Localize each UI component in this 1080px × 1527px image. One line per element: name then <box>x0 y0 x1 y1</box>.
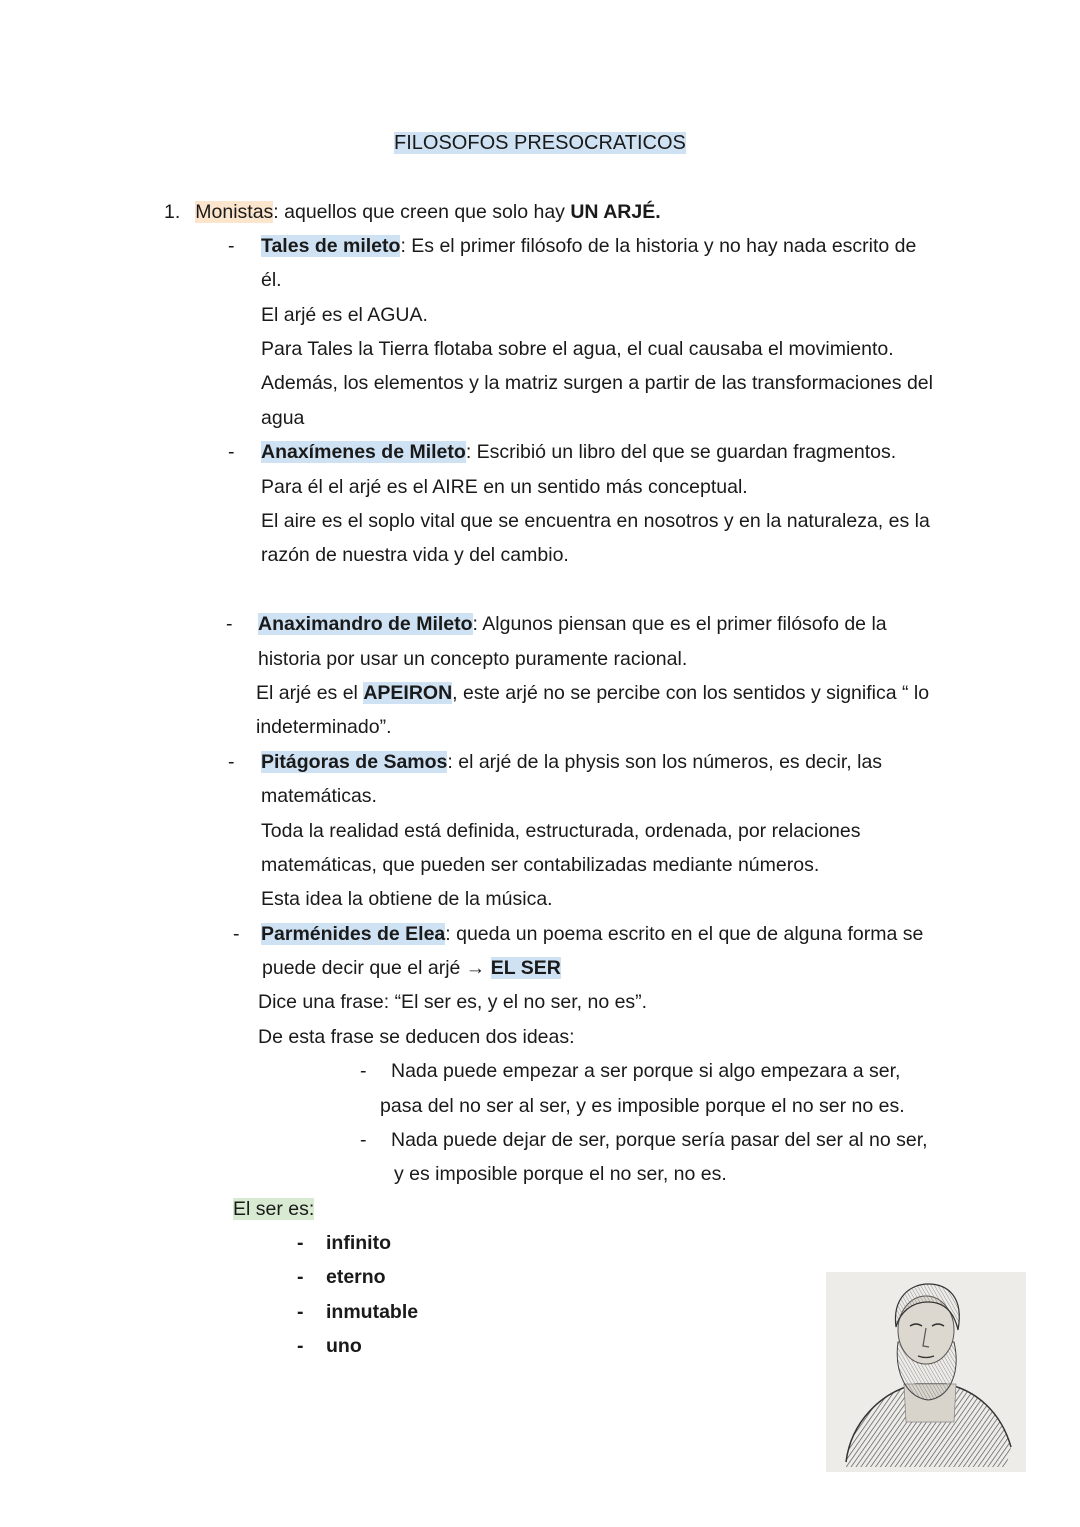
bullet-dash: - <box>228 441 235 463</box>
text-line: matemáticas. <box>261 785 377 807</box>
page-title: FILOSOFOS PRESOCRATICOS <box>394 132 686 154</box>
idea-item: Nada puede empezar a ser porque si algo empezara a ser, <box>391 1060 901 1082</box>
bullet-dash: - <box>360 1129 367 1151</box>
text-line: El aire es el soplo vital que se encuentra en nosotros y en la naturaleza, es la <box>261 510 930 532</box>
bullet-dash: - <box>233 923 240 945</box>
text-line: indeterminado”. <box>256 716 392 738</box>
text-line: Para él el arjé es el AIRE en un sentido más conceptual. <box>261 476 748 498</box>
attribute-item: inmutable <box>326 1301 419 1323</box>
philosopher-anaximenes: Anaxímenes de Mileto: Escribió un libro del que se guardan fragmentos. <box>261 441 897 463</box>
attribute-item: infinito <box>326 1232 391 1254</box>
text-line: Además, los elementos y la matriz surgen a partir de las transformaciones del <box>261 372 933 394</box>
text-line: él. <box>261 269 282 291</box>
text-line: agua <box>261 407 305 429</box>
bullet-dash: - <box>226 613 233 635</box>
idea-item: Nada puede dejar de ser, porque sería pasar del ser al no ser, <box>391 1129 928 1151</box>
text-line: historia por usar un concepto puramente racional. <box>258 648 688 670</box>
text-line: Esta idea la obtiene de la música. <box>261 888 553 910</box>
text-line: Para Tales la Tierra flotaba sobre el agua, el cual causaba el movimiento. <box>261 338 894 360</box>
idea-item-cont: pasa del no ser al ser, y es imposible porque el no ser no es. <box>380 1095 905 1117</box>
bullet-dash: - <box>297 1266 304 1288</box>
philosopher-pitagoras: Pitágoras de Samos: el arjé de la physis son los números, es decir, las <box>261 751 883 773</box>
section-number: 1. <box>164 201 181 223</box>
attribute-item: eterno <box>326 1266 386 1288</box>
text-line: De esta frase se deducen dos ideas: <box>258 1026 575 1048</box>
idea-item-cont: y es imposible porque el no ser, no es. <box>394 1163 727 1185</box>
bullet-dash: - <box>297 1301 304 1323</box>
text-line: El arjé es el AGUA. <box>261 304 428 326</box>
being-label: El ser es: <box>233 1198 315 1220</box>
bust-engraving-icon <box>826 1272 1026 1472</box>
philosopher-portrait-image <box>826 1272 1026 1472</box>
text-line: matemáticas, que pueden ser contabilizadas mediante números. <box>261 854 820 876</box>
philosopher-anaximandro: Anaximandro de Mileto: Algunos piensan que es el primer filósofo de la <box>258 613 887 635</box>
attribute-item: uno <box>326 1335 362 1357</box>
section-heading: 1. Monistas: aquellos que creen que solo hay UN ARJÉ. <box>164 201 661 223</box>
section-label: Monistas <box>195 201 274 223</box>
philosopher-parmenides: Parménides de Elea: queda un poema escrito en el que de alguna forma se <box>261 923 924 945</box>
text-line: Toda la realidad está definida, estructurada, ordenada, por relaciones <box>261 820 861 842</box>
philosopher-tales: Tales de mileto: Es el primer filósofo de la historia y no hay nada escrito de <box>261 235 917 257</box>
text-line: puede decir que el arjé → EL SER <box>262 957 561 979</box>
bullet-dash: - <box>360 1060 367 1082</box>
bullet-dash: - <box>297 1335 304 1357</box>
text-line: Dice una frase: “El ser es, y el no ser, no es”. <box>258 991 648 1013</box>
text-line: El arjé es el APEIRON, este arjé no se percibe con los sentidos y significa “ lo <box>256 682 930 704</box>
bullet-dash: - <box>228 235 235 257</box>
text-line: razón de nuestra vida y del cambio. <box>261 544 569 566</box>
apeiron-highlight: APEIRON <box>363 682 453 704</box>
el-ser-highlight: EL SER <box>490 957 561 979</box>
bullet-dash: - <box>228 751 235 773</box>
bullet-dash: - <box>297 1232 304 1254</box>
